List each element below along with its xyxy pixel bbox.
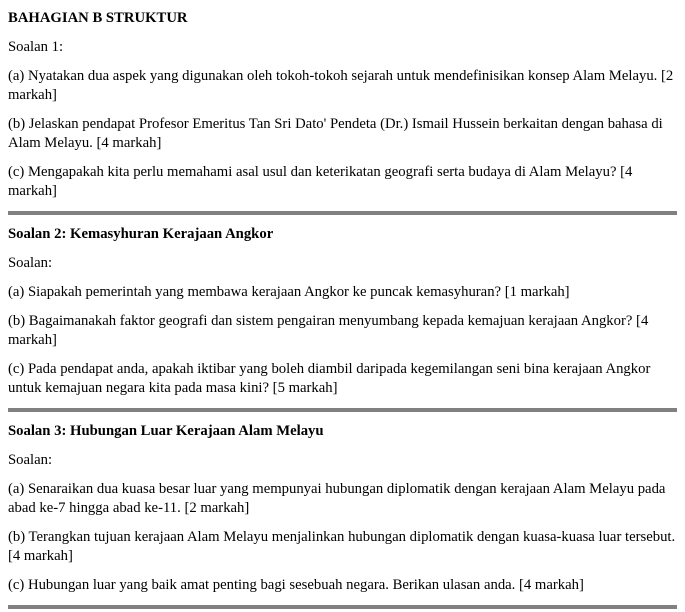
section-soalan-1 <box>8 9 677 201</box>
question-2c: (c) Pada pendapat anda, apakah iktibar yang boleh diambil daripada kegemilangan seni bina kerajaan Angkor untuk kemajuan negara kita pada masa kini? [5 markah] <box>8 361 651 396</box>
question-1c: (c) Mengapakah kita perlu memahami asal usul dan keterikatan geografi serta budaya di Alam Melayu? [4 markah] <box>8 164 633 199</box>
section-soalan-3 <box>8 422 677 595</box>
section-divider <box>8 211 677 215</box>
question-1a: (a) Nyatakan dua aspek yang digunakan oleh tokoh-tokoh sejarah untuk mendefinisikan konsep Alam Melayu. [2 markah] <box>8 68 674 103</box>
question-3c: (c) Hubungan luar yang baik amat penting bagi sesebuah negara. Berikan ulasan anda. [4 markah] <box>8 577 584 593</box>
section-heading: Soalan 2: Kemasyhuran Kerajaan Angkor <box>8 226 274 242</box>
section-subheading: Soalan: <box>8 452 53 468</box>
section-divider <box>8 605 677 609</box>
question-1b: (b) Jelaskan pendapat Profesor Emeritus Tan Sri Dato' Pendeta (Dr.) Ismail Hussein berkaitan dengan bahasa di Alam Melayu. [4 markah] <box>8 116 663 151</box>
question-3b: (b) Terangkan tujuan kerajaan Alam Melayu menjalinkan hubungan diplomatik dengan kuasa-kuasa luar tersebut. [4 markah] <box>8 529 676 564</box>
question-3a: (a) Senaraikan dua kuasa besar luar yang mempunyai hubungan diplomatik dengan kerajaan Alam Melayu pada abad ke-7 hingga abad ke-11. [2 markah] <box>8 481 666 516</box>
section-heading: Soalan 3: Hubungan Luar Kerajaan Alam Melayu <box>8 423 324 439</box>
section-divider <box>8 408 677 412</box>
section-subheading: Soalan 1: <box>8 39 64 55</box>
section-soalan-2 <box>8 225 677 398</box>
section-subheading: Soalan: <box>8 255 53 271</box>
section-heading: BAHAGIAN B STRUKTUR <box>8 10 188 26</box>
question-2a: (a) Siapakah pemerintah yang membawa kerajaan Angkor ke puncak kemasyhuran? [1 markah] <box>8 284 570 300</box>
question-2b: (b) Bagaimanakah faktor geografi dan sistem pengairan menyumbang kepada kemajuan kerajaan Angkor? [4 markah] <box>8 313 649 348</box>
